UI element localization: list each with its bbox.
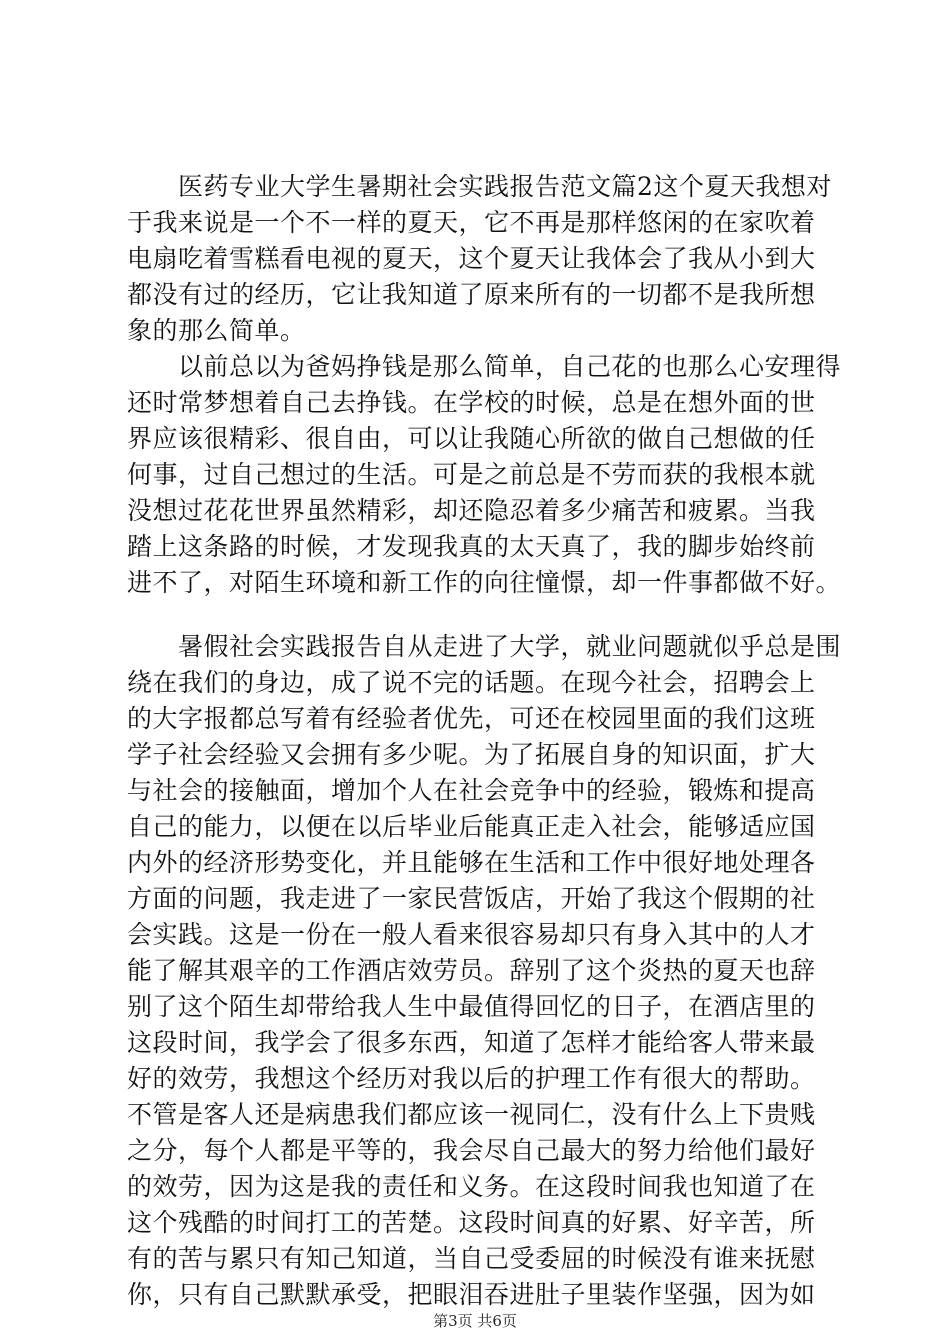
text-line: 会实践。这是一份在一般人看来很容易却只有身入其中的人才	[127, 920, 816, 949]
text-line: 方面的问题，我走进了一家民营饭店，开始了我这个假期的社	[127, 884, 816, 913]
text-line: 别了这个陌生却带给我人生中最值得回忆的日子，在酒店里的	[127, 992, 816, 1021]
text-line: 象的那么简单。	[127, 316, 306, 345]
text-line: 这个残酷的时间打工的苦楚。这段时间真的好累、好辛苦，所	[127, 1208, 816, 1237]
page-number-footer: 第3页 共6页	[433, 1312, 517, 1330]
text-line: 自己的能力，以便在以后毕业后能真正走入社会，能够适应国	[127, 812, 816, 841]
text-line: 还时常梦想着自己去挣钱。在学校的时候，总是在想外面的世	[127, 388, 816, 417]
text-line: 与社会的接触面，增加个人在社会竞争中的经验，锻炼和提高	[127, 776, 816, 805]
text-line: 学子社会经验又会拥有多少呢。为了拓展自身的知识面，扩大	[127, 740, 816, 769]
text-line: 医药专业大学生暑期社会实践报告范文篇2这个夏天我想对	[127, 172, 832, 201]
text-line: 界应该很精彩、很自由，可以让我随心所欲的做自己想做的任	[127, 424, 816, 453]
text-line: 你，只有自己默默承受，把眼泪吞进肚子里装作坚强，因为如	[127, 1280, 816, 1309]
text-line: 的大字报都总写着有经验者优先，可还在校园里面的我们这班	[127, 704, 816, 733]
text-line: 内外的经济形势变化，并且能够在生活和工作中很好地处理各	[127, 848, 816, 877]
text-line: 绕在我们的身边，成了说不完的话题。在现今社会，招聘会上	[127, 668, 816, 697]
text-line: 有的苦与累只有知己知道，当自己受委屈的时候没有谁来抚慰	[127, 1244, 816, 1273]
text-line: 进不了，对陌生环境和新工作的向往憧憬，却一件事都做不好。	[127, 568, 842, 597]
text-line: 踏上这条路的时候，才发现我真的太天真了，我的脚步始终前	[127, 532, 816, 561]
text-line: 不管是客人还是病患我们都应该一视同仁，没有什么上下贵贱	[127, 1100, 816, 1129]
text-line: 电扇吃着雪糕看电视的夏天，这个夏天让我体会了我从小到大	[127, 244, 816, 273]
text-line: 何事，过自己想过的生活。可是之前总是不劳而获的我根本就	[127, 460, 816, 489]
text-line: 于我来说是一个不一样的夏天，它不再是那样悠闲的在家吹着	[127, 208, 816, 237]
text-line: 暑假社会实践报告自从走进了大学，就业问题就似乎总是围	[127, 632, 842, 661]
text-line: 这段时间，我学会了很多东西，知道了怎样才能给客人带来最	[127, 1028, 816, 1057]
text-line: 都没有过的经历，它让我知道了原来所有的一切都不是我所想	[127, 280, 816, 309]
text-line: 好的效劳，我想这个经历对我以后的护理工作有很大的帮助。	[127, 1064, 816, 1093]
text-line: 能了解其艰辛的工作酒店效劳员。辞别了这个炎热的夏天也辞	[127, 956, 816, 985]
text-line: 以前总以为爸妈挣钱是那么简单，自己花的也那么心安理得	[127, 352, 842, 381]
text-line: 之分，每个人都是平等的，我会尽自己最大的努力给他们最好	[127, 1136, 816, 1165]
text-line: 没想过花花世界虽然精彩，却还隐忍着多少痛苦和疲累。当我	[127, 496, 816, 525]
text-line: 的效劳，因为这是我的责任和义务。在这段时间我也知道了在	[127, 1172, 816, 1201]
